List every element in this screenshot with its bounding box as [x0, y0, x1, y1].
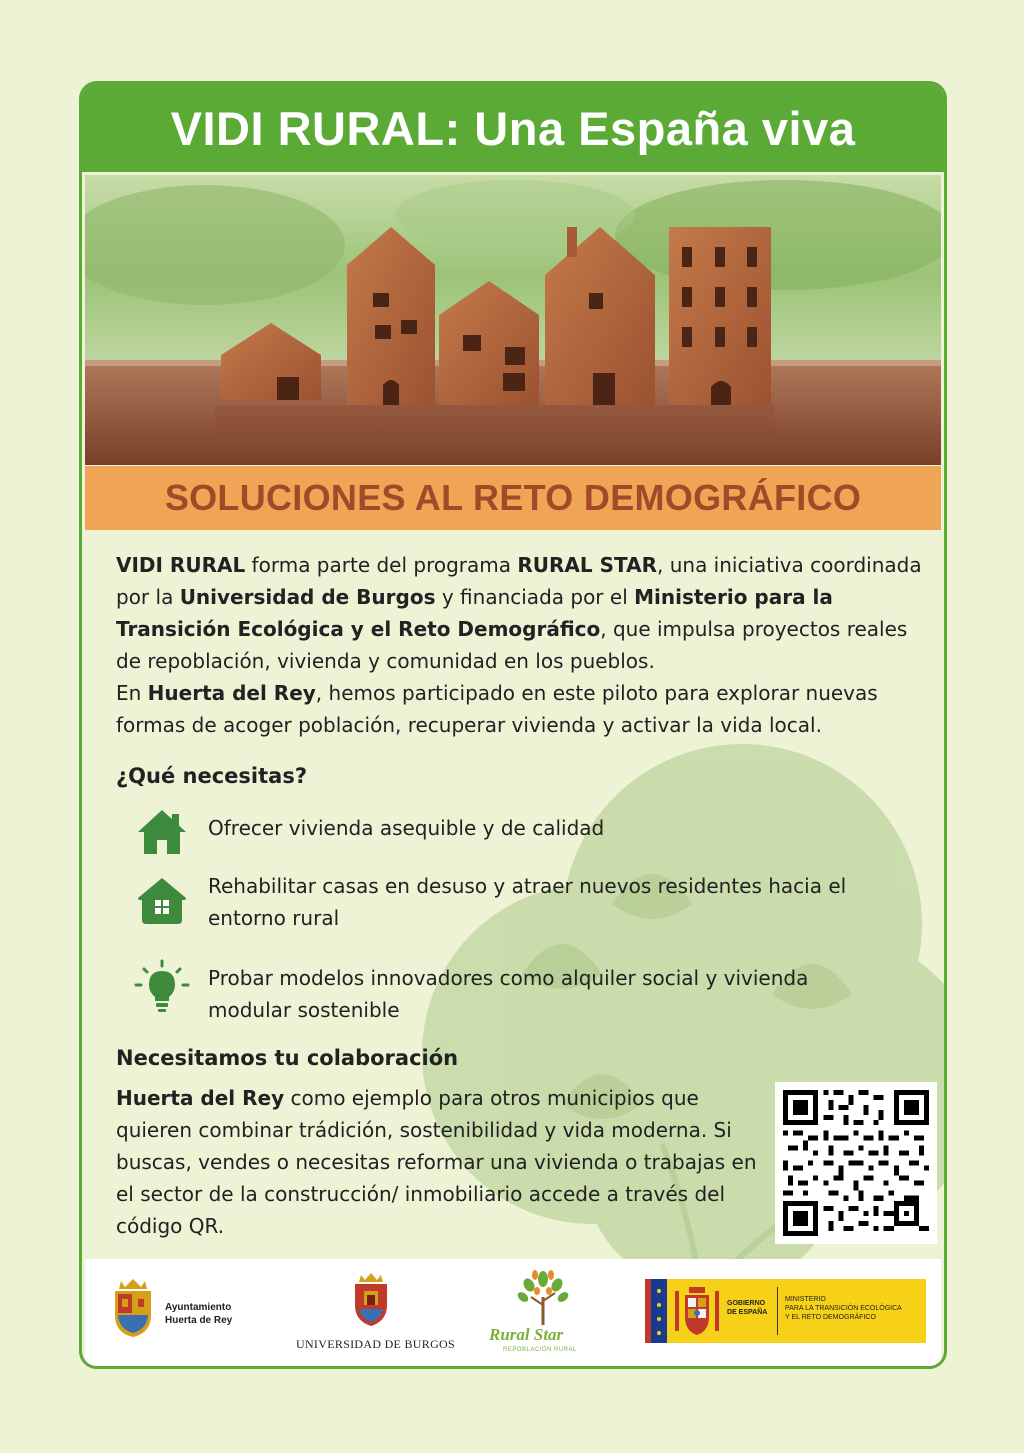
- need-item: [134, 872, 874, 934]
- eu-flag-icon: [645, 1279, 667, 1343]
- gobierno-espana-ministerio-logo: [645, 1279, 926, 1343]
- poster-card: [79, 81, 947, 1369]
- intro-bold-huerta: Huerta del Rey: [147, 681, 316, 705]
- intro-text: , hemos participado en este piloto para explorar nuevas formas de acoger población, recuperar vivienda y activar la vida local.: [116, 681, 878, 737]
- collab-paragraph: [116, 1082, 776, 1242]
- ministerio-line3: Y EL RETO DEMOGRÁFICO: [785, 1314, 876, 1321]
- intro-paragraph: [116, 549, 926, 741]
- intro-bold-ruralstar: RURAL STAR: [517, 553, 657, 577]
- need-item: [134, 804, 874, 860]
- intro-text: , una iniciativa coordinada por la: [116, 553, 922, 609]
- need-text: Rehabilitar casas en desuso y atraer nuevos residentes hacia el entorno rural: [208, 874, 847, 930]
- rural-star-sublabel: REPOBLACIÓN RURAL: [503, 1347, 577, 1353]
- rural-star-tree-icon: [513, 1269, 573, 1325]
- logo-divider: [777, 1287, 778, 1335]
- poster-subtitle: SOLUCIONES AL RETO DEMOGRÁFICO: [164, 477, 862, 518]
- intro-bold-vidi: VIDI RURAL: [116, 553, 246, 577]
- ministerio-line2: PARA LA TRANSICIÓN ECOLÓGICA: [785, 1305, 902, 1312]
- wooden-houses-photo: [85, 175, 941, 465]
- subtitle-bar: [85, 466, 941, 530]
- spain-coat-of-arms-icon: [675, 1285, 719, 1337]
- ayuntamiento-coat-of-arms-icon: [109, 1277, 157, 1339]
- ministerio-label: [785, 1295, 902, 1322]
- intro-bold-ministerio: Ministerio para la Transición Ecológica y el Reto Demográfico: [116, 585, 833, 641]
- qr-code[interactable]: [775, 1082, 937, 1244]
- house-icon: [134, 804, 190, 860]
- intro-text: forma parte del programa: [245, 553, 518, 577]
- collab-heading: Necesitamos tu colaboración: [116, 1046, 459, 1070]
- need-item: [134, 959, 874, 1026]
- footer-logos: [85, 1259, 941, 1366]
- gobierno-line1: GOBIERNO: [727, 1300, 766, 1307]
- title-bar: [82, 84, 944, 172]
- intro-text: En: [116, 681, 148, 705]
- ayuntamiento-label: [165, 1301, 232, 1327]
- ministerio-line1: MINISTERIO: [785, 1296, 826, 1303]
- intro-text: , que impulsa proyectos reales de repoblación, vivienda y comunidad en los pueblos.: [116, 617, 908, 673]
- universidad-burgos-label: UNIVERSIDAD DE BURGOS: [296, 1337, 455, 1351]
- poster-title: VIDI RURAL: Una España viva: [170, 101, 856, 155]
- gobierno-line2: DE ESPAÑA: [727, 1309, 768, 1316]
- collab-text: como ejemplo para otros municipios que quieren combinar trádición, sostenibilidad y vida moderna. Si buscas, vendes o necesitas reformar una vivienda o trabajas en el sector de la construcción/ inmobiliario accede a través del código QR.: [116, 1086, 757, 1238]
- intro-text: y financiada por el: [435, 585, 635, 609]
- need-text: Ofrecer vivienda asequible y de calidad: [208, 816, 605, 840]
- house-window-icon: [134, 872, 190, 928]
- need-text: Probar modelos innovadores como alquiler social y vivienda modular sostenible: [208, 966, 809, 1022]
- needs-heading: ¿Qué necesitas?: [116, 764, 308, 788]
- ayuntamiento-line2: Huerta de Rey: [165, 1315, 233, 1326]
- ayuntamiento-line1: Ayuntamiento: [165, 1302, 232, 1313]
- lightbulb-icon: [134, 959, 190, 1015]
- gobierno-espana-label: [727, 1299, 767, 1317]
- collab-bold-huerta: Huerta del Rey: [116, 1086, 285, 1110]
- rural-star-label: Rural Star: [489, 1325, 564, 1344]
- intro-bold-ubu: Universidad de Burgos: [179, 585, 436, 609]
- universidad-burgos-shield-icon: [351, 1271, 391, 1329]
- qr-code-graphic: [783, 1090, 929, 1236]
